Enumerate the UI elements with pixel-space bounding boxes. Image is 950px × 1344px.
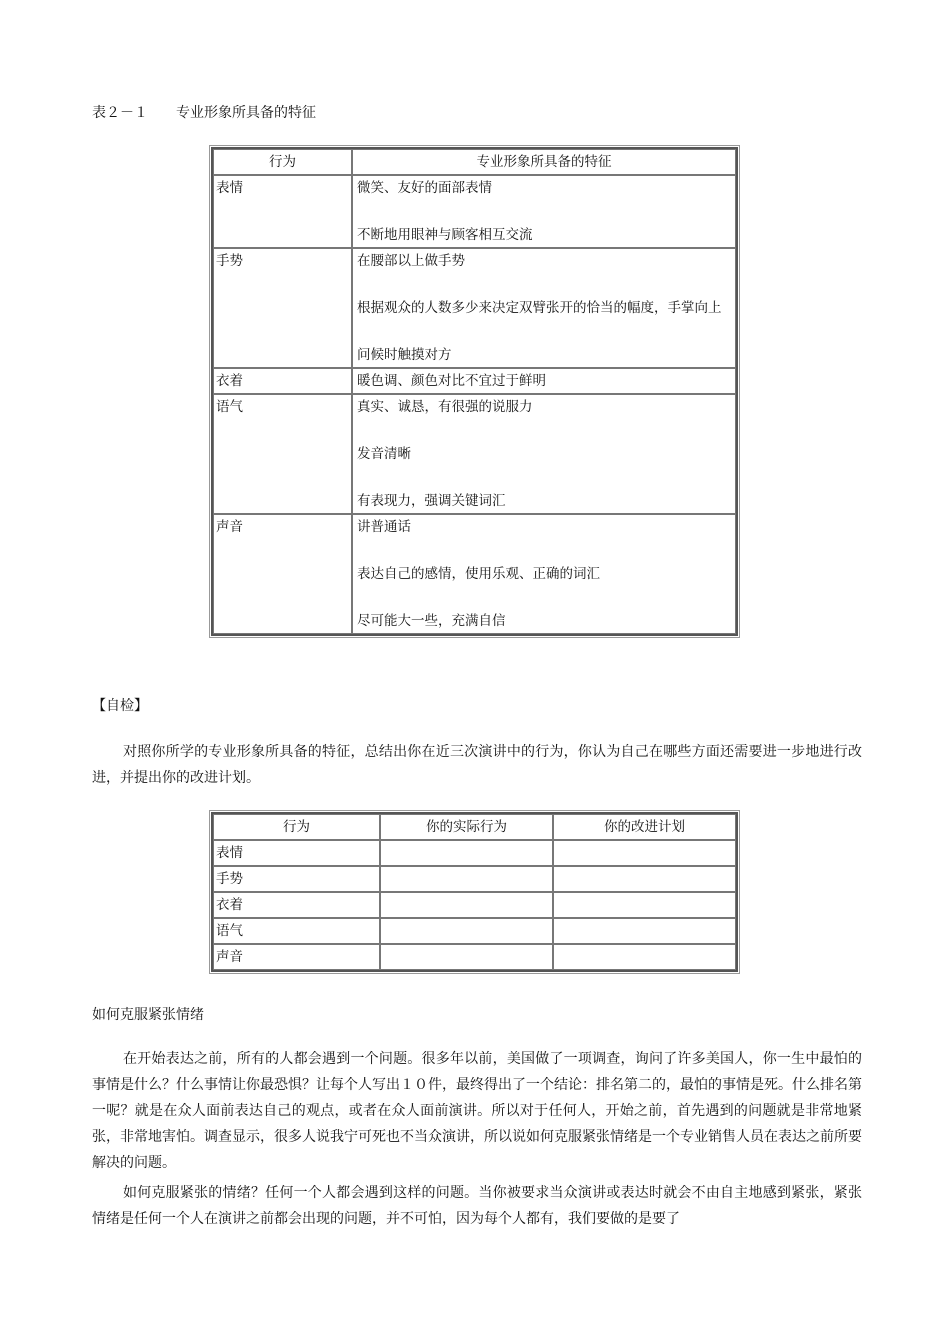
actual-behavior-cell — [380, 918, 553, 944]
table-row — [213, 248, 736, 368]
column-header-features: 专业形象所具备的特征 — [352, 149, 736, 175]
body-paragraph: 如何克服紧张的情绪？任何一个人都会遇到这样的问题。当你被要求当众演讲或表达时就会不由自主地感到紧张，紧张情绪是任何一个人在演讲之前都会出现的问题，并不可怕，因为每个人都有，我们要做的是要了 — [92, 1185, 862, 1227]
improvement-plan-cell — [553, 840, 736, 866]
behavior-cell: 声音 — [213, 514, 352, 634]
behavior-cell: 表情 — [213, 175, 352, 248]
feature-item: 有表现力，强调关键词汇 — [357, 493, 506, 509]
behavior-cell: 衣着 — [213, 892, 380, 918]
column-header-improvement-plan: 你的改进计划 — [553, 814, 736, 840]
table-caption: 表２－１ 专业形象所具备的特征 — [92, 105, 316, 121]
feature-item: 根据观众的人数多少来决定双臂张开的恰当的幅度，手掌向上 — [357, 300, 722, 316]
self-check-paragraph: 对照你所学的专业形象所具备的特征，总结出你在近三次演讲中的行为，你认为自己在哪些方面还需要进一步地进行改进，并提出你的改进计划。 — [92, 744, 862, 786]
table-row — [213, 866, 736, 892]
behavior-cell: 手势 — [213, 248, 352, 368]
improvement-plan-cell — [553, 918, 736, 944]
features-cell — [352, 248, 736, 368]
column-header-actual-behavior: 你的实际行为 — [380, 814, 553, 840]
features-cell — [352, 368, 736, 394]
table-row — [213, 892, 736, 918]
table-row — [213, 394, 736, 514]
feature-item: 在腰部以上做手势 — [357, 253, 465, 269]
actual-behavior-cell — [380, 866, 553, 892]
features-cell — [352, 394, 736, 514]
improvement-plan-table — [211, 812, 738, 972]
actual-behavior-cell — [380, 840, 553, 866]
actual-behavior-cell — [380, 892, 553, 918]
table-row — [213, 918, 736, 944]
feature-item: 发音清晰 — [357, 446, 411, 462]
actual-behavior-cell — [380, 944, 553, 970]
table-header-row — [213, 814, 736, 840]
features-cell — [352, 514, 736, 634]
table-row — [213, 175, 736, 248]
behavior-cell: 手势 — [213, 866, 380, 892]
behavior-cell: 衣着 — [213, 368, 352, 394]
column-header-behavior: 行为 — [213, 149, 352, 175]
feature-item: 尽可能大一些，充满自信 — [357, 613, 506, 629]
improvement-plan-cell — [553, 866, 736, 892]
behavior-cell: 声音 — [213, 944, 380, 970]
feature-item: 表达自己的感情，使用乐观、正确的词汇 — [357, 566, 600, 582]
feature-item: 问候时触摸对方 — [357, 347, 452, 363]
table-row — [213, 514, 736, 634]
features-cell — [352, 175, 736, 248]
table-row — [213, 944, 736, 970]
professional-image-table — [211, 147, 738, 636]
self-check-heading: 【自检】 — [92, 698, 148, 714]
improvement-plan-cell — [553, 944, 736, 970]
improvement-plan-cell — [553, 892, 736, 918]
table-row — [213, 840, 736, 866]
section-heading: 如何克服紧张情绪 — [92, 1007, 204, 1023]
table-header-row — [213, 149, 736, 175]
feature-item: 不断地用眼神与顾客相互交流 — [357, 227, 533, 243]
behavior-cell: 表情 — [213, 840, 380, 866]
table-row — [213, 368, 736, 394]
feature-item: 真实、诚恳，有很强的说服力 — [357, 399, 533, 415]
behavior-cell: 语气 — [213, 394, 352, 514]
column-header-behavior: 行为 — [213, 814, 380, 840]
feature-item: 讲普通话 — [357, 519, 411, 535]
feature-item: 微笑、友好的面部表情 — [357, 180, 492, 196]
behavior-cell: 语气 — [213, 918, 380, 944]
body-paragraph: 在开始表达之前，所有的人都会遇到一个问题。很多年以前，美国做了一项调查，询问了许多美国人，你一生中最怕的事情是什么？什么事情让你最恐惧？让每个人写出１０件，最终得出了一个结论：排名第二的，最怕的事情是死。什么排名第一呢？就是在众人面前表达自己的观点，或者在众人面前演讲。所以对于任何人，开始之前，首先遇到的问题就是非常地紧张，非常地害怕。调查显示，很多人说我宁可死也不当众演讲，所以说如何克服紧张情绪是一个专业销售人员在表达之前所要解决的问题。 — [92, 1051, 862, 1171]
feature-item: 暖色调、颜色对比不宜过于鲜明 — [357, 373, 546, 389]
